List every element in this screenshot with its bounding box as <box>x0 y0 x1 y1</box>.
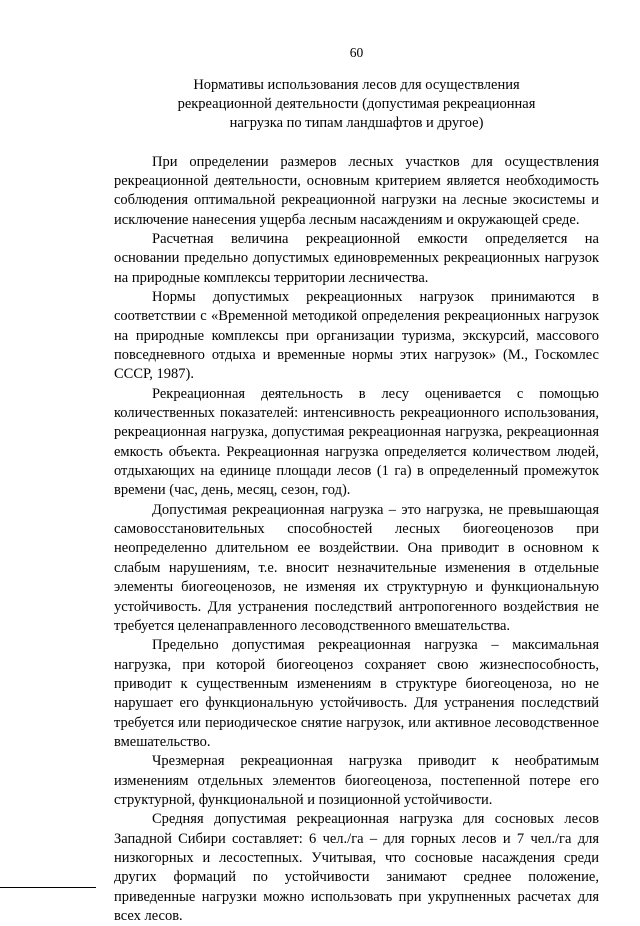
paragraph: Средняя допустимая рекреационная нагрузка для сосновых лесов Западной Сибири составляет: 6 чел./га – для горных лесов и 7 чел./га для низкогорных и лесостепных. Учитывая, что сосновые насаждения среди других формаций по устойчивости занимают среднее положение, приведенные нагрузки можно использовать при укрупненных расчетах для всех лесов. <box>114 811 599 925</box>
paragraph: Расчетная величина рекреационной емкости определяется на основании предельно допустимых единовременных рекреационных нагрузок на природные комплексы территории лесничества. <box>114 230 599 286</box>
paragraph: Предельно допустимая рекреационная нагрузка – максимальная нагрузка, при которой биогеоценоз сохраняет свою жизнеспособность, приводит к существенным изменениям в структуре биогеоценоза, но не нарушает его функциональную устойчивость. Для устранения последствий требуется или периодическое снятие нагрузок, или активное лесоводственное вмешательство. <box>114 637 599 750</box>
footnote-divider <box>0 887 96 888</box>
paragraph: Допустимая рекреационная нагрузка – это нагрузка, не превышающая самовосстановительных способностей лесных биогеоценозов при неопределенно длительном ее воздействии. Она приводит в основном к слабым нарушениям, т.е. вносит незначительные изменения в отдельные элементы биогеоценозов, не изменяя их структурную и функциональную устойчивость. Для устранения последствий антропогенного воздействия не требуется целенаправленного лесоводственного вмешательства. <box>114 501 599 634</box>
body-text <box>114 153 599 926</box>
paragraph: Нормы допустимых рекреационных нагрузок принимаются в соответствии с «Временной методикой определения рекреационных нагрузок на природные комплексы при организации туризма, экскурсий, массового повседневного отдыха и временные нормы этих нагрузок» (М., Госкомлес СССР, 1987). <box>114 289 599 383</box>
section-title <box>114 76 599 134</box>
paragraph: Рекреационная деятельность в лесу оценивается с помощью количественных показателей: интенсивность рекреационного использования, рекреационная нагрузка, допустимая рекреационная нагрузка, рекреационная емкость объекта. Рекреационная нагрузка определяется количеством людей, отдыхающих на единице площади лесов (1 га) в определенный промежуток времени (час, день, месяц, сезон, год). <box>114 385 599 499</box>
title-line: Нормативы использования лесов для осуществления <box>193 77 520 93</box>
paragraph: Чрезмерная рекреационная нагрузка приводит к необратимым изменениям отдельных элементов биогеоценоза, постепенной потере его структурной, функциональной и позиционной устойчивости. <box>114 753 599 808</box>
title-line: нагрузка по типам ландшафтов и другое) <box>229 115 484 132</box>
paragraph: При определении размеров лесных участков для осуществления рекреационной деятельности, основным критерием является необходимость соблюдения оптимальной рекреационной нагрузки на лесные экосистемы и исключение нанесения ущерба лесным насаждениям и окружающей среде. <box>114 153 599 228</box>
title-line: рекреационной деятельности (допустимая рекреационная <box>177 96 536 113</box>
page-number: 60 <box>349 45 364 60</box>
